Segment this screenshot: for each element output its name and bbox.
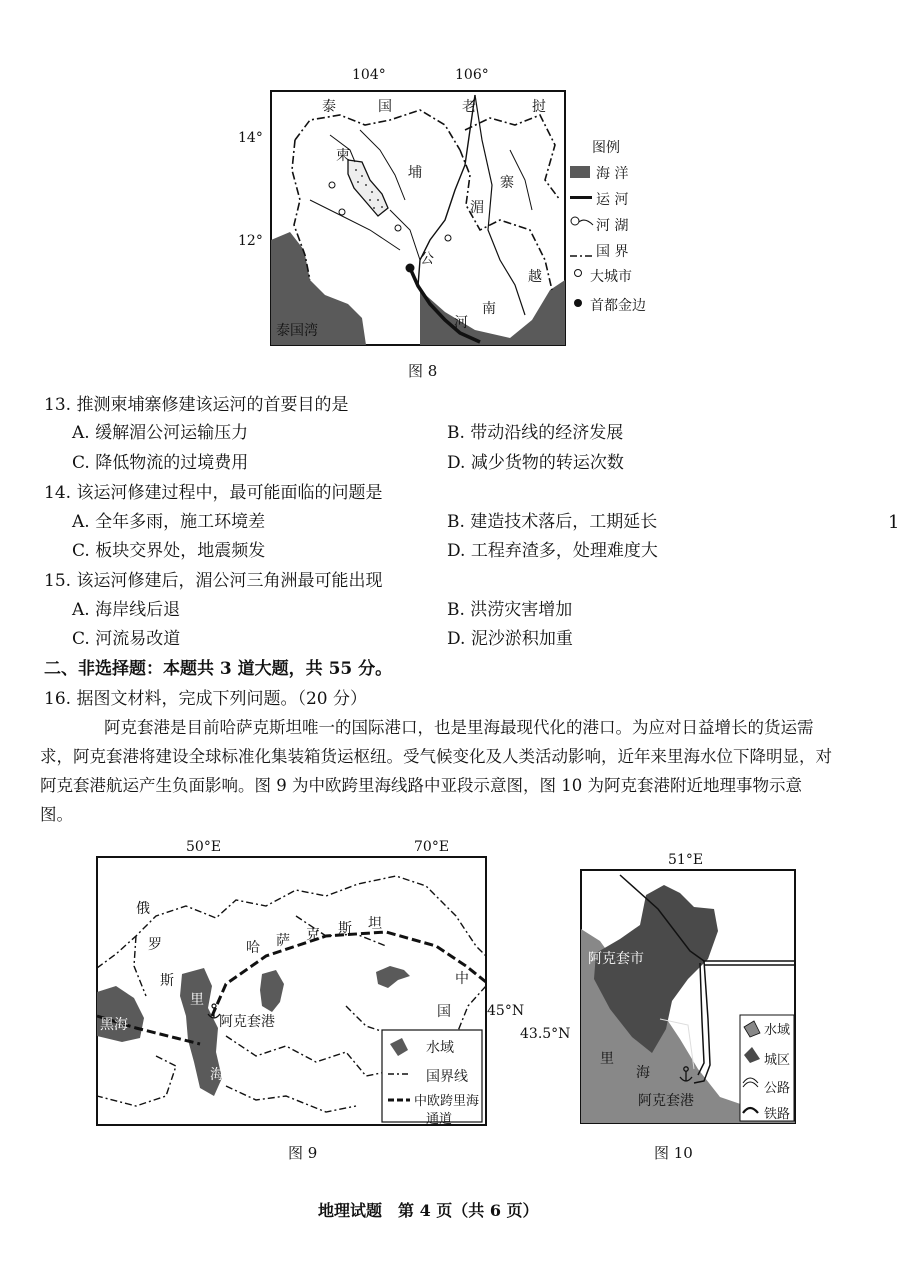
fig8-label-viet-2: 南 <box>482 301 496 317</box>
fig9-label-caspian-1: 里 <box>190 992 204 1008</box>
fig10-legend-rail: 铁路 <box>764 1107 791 1122</box>
fig8-map <box>270 90 566 346</box>
fig9-lon-50: 50°E <box>186 839 222 855</box>
fig8-legend-canal: 运 河 <box>596 192 629 208</box>
q14-option-c: C. 板块交界处，地震频发 <box>72 541 266 561</box>
fig10-label-port: 阿克套港 <box>638 1093 694 1109</box>
sea-swatch-icon <box>570 166 590 178</box>
q15-option-b: B. 洪涝灾害增加 <box>447 600 573 620</box>
river-lake-icon <box>570 214 594 233</box>
fig10-legend-water: 水域 <box>764 1023 791 1038</box>
fig10-lon-51: 51°E <box>668 852 704 868</box>
fig10-legend-road: 公路 <box>764 1081 791 1096</box>
q14-option-d: D. 工程弃渣多，处理难度大 <box>447 541 658 561</box>
fig9-legend-water: 水域 <box>426 1040 454 1056</box>
fig9-label-china-1: 中 <box>455 971 469 987</box>
fig9-legend-corridor-2: 通道 <box>426 1112 453 1127</box>
fig8-label-mek-3: 河 <box>454 315 468 331</box>
fig8-legend-city: 大城市 <box>590 269 632 285</box>
fig9-legend-corridor-1: 中欧跨里海 <box>414 1094 480 1109</box>
q13-option-a: A. 缓解湄公河运输压力 <box>72 423 249 443</box>
page-footer: 地理试题 第 4 页（共 6 页） <box>318 1201 539 1220</box>
fig8-label-cam-3: 寨 <box>500 175 514 191</box>
fig9-label-russia-2: 罗 <box>148 937 162 953</box>
fig8-label-thai-1: 泰 <box>322 99 336 115</box>
fig9-label-russia-3: 斯 <box>160 973 174 989</box>
fig8-lat-14: 14° <box>238 130 263 146</box>
fig8-label-mek-2: 公 <box>420 251 434 267</box>
fig8-legend-border: 国 界 <box>596 244 629 260</box>
fig10-caption: 图 10 <box>654 1144 693 1162</box>
fig8-legend-sea: 海 洋 <box>596 166 629 182</box>
fig8-legend-river: 河 湖 <box>596 218 629 234</box>
q15-option-c: C. 河流易改道 <box>72 629 181 649</box>
fig9-label-caspian-2: 海 <box>210 1067 224 1083</box>
q15-option-a: A. 海岸线后退 <box>72 600 181 620</box>
city-icon <box>574 269 582 277</box>
fig9-label-kaz-3: 克 <box>306 927 320 943</box>
fig9-label-black-sea: 黑海 <box>100 1017 128 1033</box>
q13-option-b: B. 带动沿线的经济发展 <box>447 423 624 443</box>
fig8-lon-104: 104° <box>352 67 386 83</box>
fig9-label-kaz-1: 哈 <box>246 940 260 956</box>
q13-option-d: D. 减少货物的转运次数 <box>447 453 624 473</box>
fig9-label-kaz-2: 萨 <box>276 933 290 949</box>
fig9-label-russia-1: 俄 <box>136 901 150 917</box>
fig8-label-cam-1: 柬 <box>336 148 350 164</box>
side-page-number: 1 <box>888 512 900 533</box>
border-line-icon <box>570 244 594 263</box>
q14-option-b: B. 建造技术落后，工期延长 <box>447 512 658 532</box>
fig8-legend-title: 图例 <box>592 140 620 156</box>
fig8-legend-capital: 首都金边 <box>590 298 646 314</box>
fig8-label-gulf: 泰国湾 <box>276 323 318 339</box>
q14-option-a: A. 全年多雨，施工环境差 <box>72 512 266 532</box>
fig10-legend-urban: 城区 <box>764 1053 791 1068</box>
fig9-caption: 图 9 <box>288 1144 318 1162</box>
fig9-legend-border: 国界线 <box>426 1069 468 1085</box>
q15-option-d: D. 泥沙淤积加重 <box>447 629 573 649</box>
fig10-label-sea-1: 里 <box>600 1051 614 1067</box>
fig8-lat-12: 12° <box>238 233 263 249</box>
capital-icon <box>574 299 582 307</box>
fig8-lon-106: 106° <box>455 67 489 83</box>
fig9-lon-70: 70°E <box>414 839 450 855</box>
q13-option-c: C. 降低物流的过境费用 <box>72 453 249 473</box>
fig8-label-laos-2: 挝 <box>532 99 546 115</box>
fig8-label-mek-1: 湄 <box>470 200 484 216</box>
fig9-label-aktau: 阿克套港 <box>219 1014 275 1030</box>
fig8-label-cam-2: 埔 <box>408 165 422 181</box>
fig10-label-sea-2: 海 <box>636 1065 650 1081</box>
fig9-label-china-2: 国 <box>437 1004 451 1020</box>
q14-stem: 14. 该运河修建过程中，最可能面临的问题是 <box>44 483 383 503</box>
fig8-label-laos-1: 老 <box>462 99 476 115</box>
section-2-heading: 二、非选择题：本题共 3 道大题，共 55 分。 <box>44 659 393 679</box>
fig10-lat-43-5: 43.5°N <box>520 1026 571 1042</box>
fig8-label-viet-1: 越 <box>528 269 542 285</box>
q15-stem: 15. 该运河修建后，湄公河三角洲最可能出现 <box>44 571 383 591</box>
canal-line-icon <box>570 196 592 199</box>
fig8-label-thai-2: 国 <box>378 99 392 115</box>
q16-paragraph: 阿克套港是目前哈萨克斯坦唯一的国际港口，也是里海最现代化的港口。为应对日益增长的货运需求，阿克套港将建设全球标准化集装箱货运枢纽。受气候变化及人类活动影响，近年来里海水位下降明显，对阿克套港航运产生负面影响。图 9 为中欧跨里海线路中亚段示意图，图 10 为阿克套港附近地理事物示意图。 <box>40 718 832 824</box>
fig8-caption: 图 8 <box>408 362 438 380</box>
q16-stem: 16. 据图文材料，完成下列问题。（20 分） <box>44 689 367 709</box>
fig9-lat-45: 45°N <box>487 1003 525 1019</box>
fig9-label-kaz-5: 坦 <box>368 916 382 932</box>
fig10-label-city: 阿克套市 <box>588 951 644 967</box>
fig9-label-kaz-4: 斯 <box>338 921 352 937</box>
q13-stem: 13. 推测柬埔寨修建该运河的首要目的是 <box>44 395 349 415</box>
